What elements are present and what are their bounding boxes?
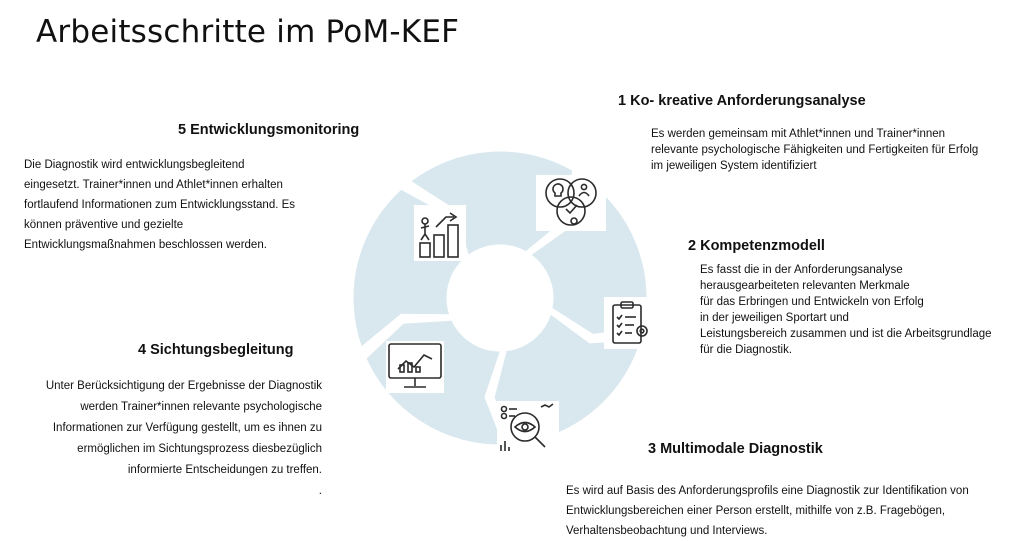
step-5-line: fortlaufend Informationen zum Entwicklungsstand. Es: [24, 199, 296, 211]
magnifier-eye-icon: [497, 401, 559, 457]
step-2-line: in der jeweiligen Sportart und: [700, 312, 849, 324]
step-4-description: [20, 376, 322, 502]
step-5-description: [24, 155, 344, 255]
step-4-line: werden Trainer*innen relevante psychologische: [80, 401, 322, 413]
step-2-line: Leistungsbereich zusammen und ist die Arbeitsgrundlage: [700, 328, 992, 340]
step-4-line: .: [318, 485, 322, 497]
step-1-heading: 1 Ko- kreative Anforderungsanalyse: [618, 93, 866, 109]
step-4-heading: 4 Sichtungsbegleitung: [138, 342, 294, 358]
step-4-line: informierte Entscheidungen zu treffen.: [127, 464, 322, 476]
step-2-heading: 2 Kompetenzmodell: [688, 238, 825, 254]
step-4-line: Unter Berücksichtigung der Ergebnisse der Diagnostik: [45, 380, 322, 392]
step-2-description: [700, 262, 1020, 358]
step-4-line: Informationen zur Verfügung gestellt, um es ihnen zu: [52, 422, 322, 434]
step-5-line: eingesetzt. Trainer*innen und Athlet*innen erhalten: [24, 179, 283, 191]
growth-stairs-icon: [414, 205, 466, 261]
monitor-chart-icon: [386, 341, 444, 393]
step-1-description: [651, 126, 1011, 174]
venn-circles-icon: [536, 175, 606, 231]
step-4-line: ermöglichen im Sichtungsprozess diesbezüglich: [77, 443, 322, 455]
step-2-line: für die Diagnostik.: [700, 344, 793, 356]
step-3-line: Entwicklungsbereichen einer Person erstellt, mithilfe von z.B. Fragebögen,: [566, 505, 946, 517]
step-2-line: Es fasst die in der Anforderungsanalyse: [700, 264, 903, 276]
step-3-line: Verhaltensbeobachtung und Interviews.: [566, 525, 768, 537]
step-3-heading: 3 Multimodale Diagnostik: [648, 441, 823, 457]
step-5-line: Entwicklungsmaßnahmen beschlossen werden.: [24, 239, 267, 251]
step-1-line: Es werden gemeinsam mit Athlet*innen und Trainer*innen: [651, 128, 946, 140]
step-2-line: herausgearbeiteten relevanten Merkmale: [700, 280, 910, 292]
step-5-line: Die Diagnostik wird entwicklungsbegleitend: [24, 159, 245, 171]
step-1-line: im jeweiligen System identifiziert: [651, 160, 817, 172]
step-2-line: für das Erbringen und Entwickeln von Erfolg: [700, 296, 924, 308]
step-1-line: relevante psychologische Fähigkeiten und Fertigkeiten für Erfolg: [651, 144, 979, 156]
step-3-description: [566, 481, 1016, 541]
step-5-line: können präventive und gezielte: [24, 219, 184, 231]
page-title: Arbeitsschritte im PoM-KEF: [36, 14, 460, 50]
step-3-line: Es wird auf Basis des Anforderungsprofils eine Diagnostik zur Identifikation von: [566, 485, 969, 497]
step-5-heading: 5 Entwicklungsmonitoring: [178, 122, 360, 138]
clipboard-checklist-gear-icon: [604, 297, 656, 349]
